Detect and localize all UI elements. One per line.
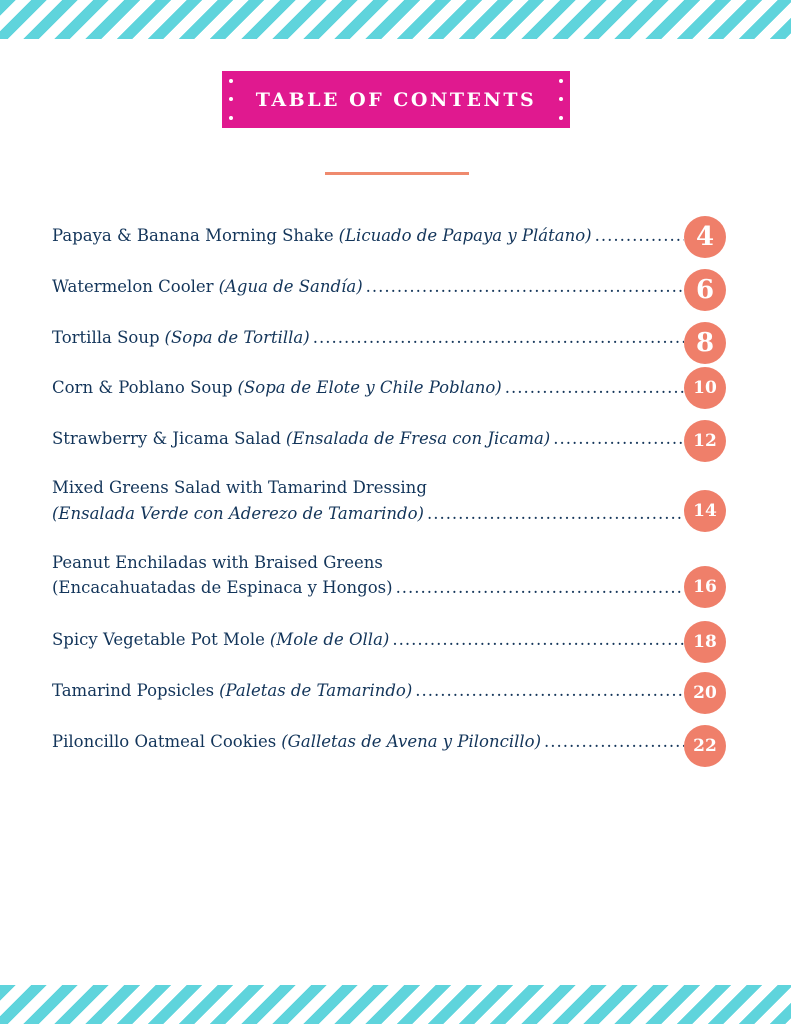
toc-entry-subtitle: (Mole de Olla) bbox=[269, 630, 390, 649]
toc-entry-subtitle: (Agua de Sandía) bbox=[218, 277, 363, 296]
toc-entry-line bbox=[52, 629, 684, 651]
title-divider bbox=[325, 172, 469, 175]
toc-entry-line bbox=[52, 276, 684, 298]
title-banner bbox=[222, 71, 570, 128]
toc-entry-title: Piloncillo Oatmeal Cookies bbox=[52, 732, 277, 751]
toc-entry-subtitle: (Ensalada de Fresa con Jicama) bbox=[285, 429, 551, 448]
top-stripe-border bbox=[0, 0, 791, 39]
toc-entry-line bbox=[52, 428, 684, 450]
page-number-badge: 22 bbox=[684, 725, 726, 767]
toc-entry-title: Strawberry & Jicama Salad bbox=[52, 429, 281, 448]
toc-entry-line bbox=[52, 327, 684, 349]
page-number-badge: 10 bbox=[684, 367, 726, 409]
toc-entry-line bbox=[52, 225, 684, 247]
dot-leader bbox=[505, 377, 684, 399]
toc-entry-title: Spicy Vegetable Pot Mole bbox=[52, 630, 265, 649]
corner-dot bbox=[559, 97, 563, 101]
page-number-badge: 18 bbox=[684, 621, 726, 663]
toc-entry-title: Watermelon Cooler bbox=[52, 277, 214, 296]
page-number-badge: 16 bbox=[684, 566, 726, 608]
toc-entry-title: Tortilla Soup bbox=[52, 328, 160, 347]
corner-dot bbox=[229, 116, 233, 120]
toc-entry-title: Peanut Enchiladas with Braised Greens bbox=[52, 553, 383, 572]
page-number-badge: 12 bbox=[684, 420, 726, 462]
dot-leader bbox=[415, 680, 684, 702]
toc-entry-line bbox=[52, 377, 684, 399]
corner-dot bbox=[229, 79, 233, 83]
toc-entry-title: Papaya & Banana Morning Shake bbox=[52, 226, 334, 245]
dot-leader bbox=[313, 327, 684, 349]
dot-leader bbox=[595, 225, 684, 247]
toc-entry-subtitle: (Galletas de Avena y Piloncillo) bbox=[281, 732, 542, 751]
page-number-badge: 4 bbox=[684, 216, 726, 258]
dot-leader bbox=[396, 577, 684, 599]
toc-entry-subtitle: (Sopa de Tortilla) bbox=[164, 328, 310, 347]
corner-dot bbox=[559, 116, 563, 120]
page-title: TABLE OF CONTENTS bbox=[255, 88, 537, 111]
page-number-badge: 8 bbox=[684, 322, 726, 364]
bottom-stripe-border bbox=[0, 985, 791, 1024]
toc-entry-subtitle: (Paletas de Tamarindo) bbox=[219, 681, 413, 700]
page-number-badge: 6 bbox=[684, 269, 726, 311]
page-number-badge: 14 bbox=[684, 490, 726, 532]
toc-entry-line bbox=[52, 680, 684, 702]
toc-entry-subtitle: (Licuado de Papaya y Plátano) bbox=[338, 226, 592, 245]
dot-leader bbox=[366, 276, 684, 298]
page-number-badge: 20 bbox=[684, 672, 726, 714]
corner-dot bbox=[559, 79, 563, 83]
toc-entry-subtitle: (Encacahuatadas de Espinaca y Hongos) bbox=[52, 578, 393, 597]
toc-entry-title: Corn & Poblano Soup bbox=[52, 378, 233, 397]
dot-leader bbox=[392, 629, 684, 651]
toc-entry-line bbox=[52, 477, 684, 499]
toc-entry-title: Tamarind Popsicles bbox=[52, 681, 215, 700]
toc-entry-line bbox=[52, 503, 684, 525]
toc-entry-title: Mixed Greens Salad with Tamarind Dressing bbox=[52, 478, 427, 497]
toc-entry-line bbox=[52, 552, 684, 574]
corner-dot bbox=[229, 97, 233, 101]
toc-entry-line bbox=[52, 731, 684, 753]
toc-entry-subtitle: (Ensalada Verde con Aderezo de Tamarindo) bbox=[52, 504, 424, 523]
toc-entry-line bbox=[52, 577, 684, 599]
toc-entry-subtitle: (Sopa de Elote y Chile Poblano) bbox=[237, 378, 502, 397]
dot-leader bbox=[544, 731, 684, 753]
dot-leader bbox=[553, 428, 684, 450]
dot-leader bbox=[427, 503, 684, 525]
